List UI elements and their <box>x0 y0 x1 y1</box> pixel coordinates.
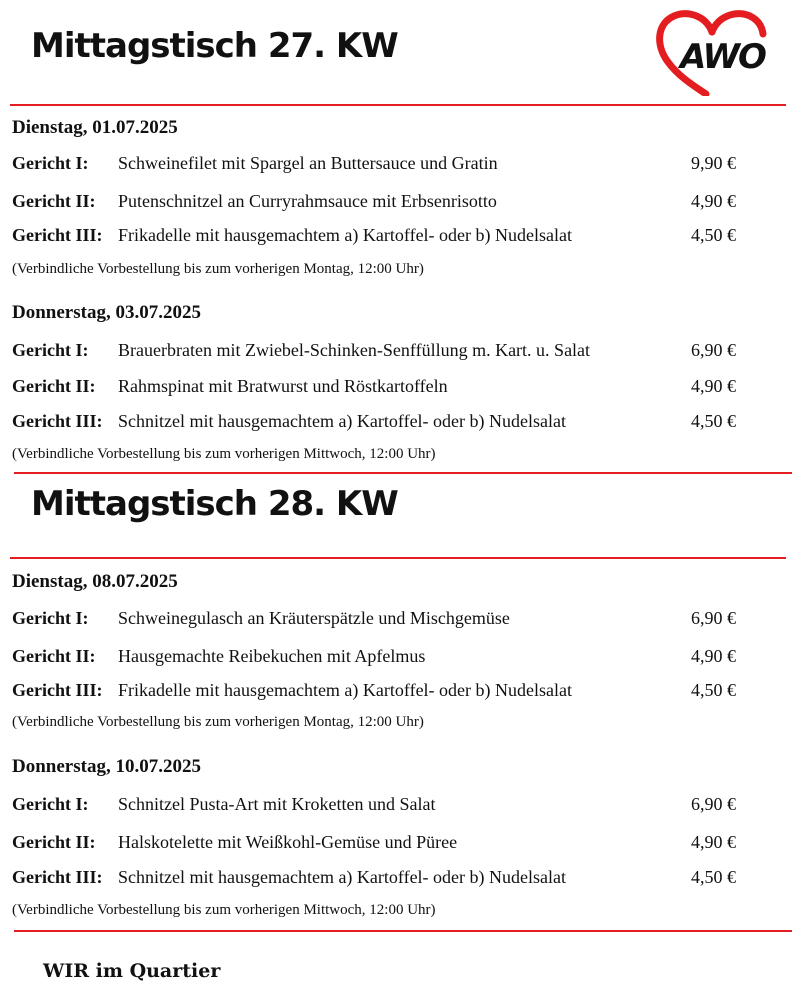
dish-price: 4,50 € <box>691 225 736 245</box>
dish-name: Brauerbraten mit Zwiebel-Schinken-Senffüllung m. Kart. u. Salat <box>118 340 591 360</box>
dish-row <box>12 376 752 400</box>
dish-name: Schnitzel mit hausgemachtem a) Kartoffel- oder b) Nudelsalat <box>118 867 567 887</box>
divider <box>10 104 786 106</box>
awo-logo <box>650 6 768 96</box>
dish-label: Gericht III: <box>12 225 103 245</box>
dish-price: 6,90 € <box>691 608 736 628</box>
dish-name: Schweinefilet mit Spargel an Buttersauce und Gratin <box>118 153 498 173</box>
dish-name: Schweinegulasch an Kräuterspätzle und Mischgemüse <box>118 608 510 628</box>
dish-name: Schnitzel Pusta-Art mit Kroketten und Salat <box>118 794 436 814</box>
dish-label: Gericht II: <box>12 646 96 666</box>
logo-text: AWO <box>680 37 765 77</box>
dish-price: 9,90 € <box>691 153 736 173</box>
week-title: Mittagstisch 27. KW <box>31 26 398 66</box>
dish-price: 4,90 € <box>691 191 736 211</box>
dish-price: 4,50 € <box>691 680 736 700</box>
footer-text: WIR im Quartier <box>43 960 221 982</box>
dish-name: Rahmspinat mit Bratwurst und Röstkartoffeln <box>118 376 448 396</box>
dish-label: Gericht III: <box>12 411 103 431</box>
dish-name: Hausgemachte Reibekuchen mit Apfelmus <box>118 646 426 666</box>
dish-price: 4,50 € <box>691 867 736 887</box>
dish-name: Halskotelette mit Weißkohl-Gemüse und Püree <box>118 832 458 852</box>
dish-label: Gericht II: <box>12 832 96 852</box>
dish-label: Gericht I: <box>12 340 89 360</box>
dish-label: Gericht II: <box>12 376 96 396</box>
dish-row <box>12 832 752 856</box>
dish-row <box>12 411 752 435</box>
order-note: (Verbindliche Vorbestellung bis zum vorherigen Mittwoch, 12:00 Uhr) <box>12 446 436 462</box>
dish-price: 4,90 € <box>691 832 736 852</box>
day-heading: Dienstag, 01.07.2025 <box>12 117 178 138</box>
divider <box>10 557 786 559</box>
dish-name: Putenschnitzel an Curryrahmsauce mit Erbsenrisotto <box>118 191 497 211</box>
dish-name: Frikadelle mit hausgemachtem a) Kartoffel- oder b) Nudelsalat <box>118 680 572 700</box>
order-note: (Verbindliche Vorbestellung bis zum vorherigen Montag, 12:00 Uhr) <box>12 714 424 730</box>
dish-row <box>12 608 752 632</box>
day-heading: Donnerstag, 03.07.2025 <box>12 302 201 323</box>
dish-row <box>12 680 752 704</box>
heart-icon <box>650 6 768 96</box>
dish-row <box>12 794 752 818</box>
dish-name: Schnitzel mit hausgemachtem a) Kartoffel- oder b) Nudelsalat <box>118 411 567 431</box>
dish-row <box>12 191 752 215</box>
dish-label: Gericht I: <box>12 794 89 814</box>
dish-row <box>12 867 752 891</box>
order-note: (Verbindliche Vorbestellung bis zum vorherigen Mittwoch, 12:00 Uhr) <box>12 902 436 918</box>
divider <box>14 930 792 932</box>
dish-price: 6,90 € <box>691 340 736 360</box>
dish-label: Gericht III: <box>12 867 103 887</box>
dish-label: Gericht I: <box>12 153 89 173</box>
dish-price: 6,90 € <box>691 794 736 814</box>
dish-price: 4,90 € <box>691 646 736 666</box>
dish-label: Gericht III: <box>12 680 103 700</box>
day-heading: Donnerstag, 10.07.2025 <box>12 756 201 777</box>
dish-row <box>12 225 752 249</box>
week-title: Mittagstisch 28. KW <box>31 484 398 524</box>
order-note: (Verbindliche Vorbestellung bis zum vorherigen Montag, 12:00 Uhr) <box>12 261 424 277</box>
dish-row <box>12 340 752 364</box>
divider <box>14 472 792 474</box>
dish-price: 4,90 € <box>691 376 736 396</box>
dish-price: 4,50 € <box>691 411 736 431</box>
dish-row <box>12 646 752 670</box>
day-heading: Dienstag, 08.07.2025 <box>12 571 178 592</box>
dish-row <box>12 153 752 177</box>
dish-label: Gericht II: <box>12 191 96 211</box>
dish-name: Frikadelle mit hausgemachtem a) Kartoffel- oder b) Nudelsalat <box>118 225 572 245</box>
dish-label: Gericht I: <box>12 608 89 628</box>
